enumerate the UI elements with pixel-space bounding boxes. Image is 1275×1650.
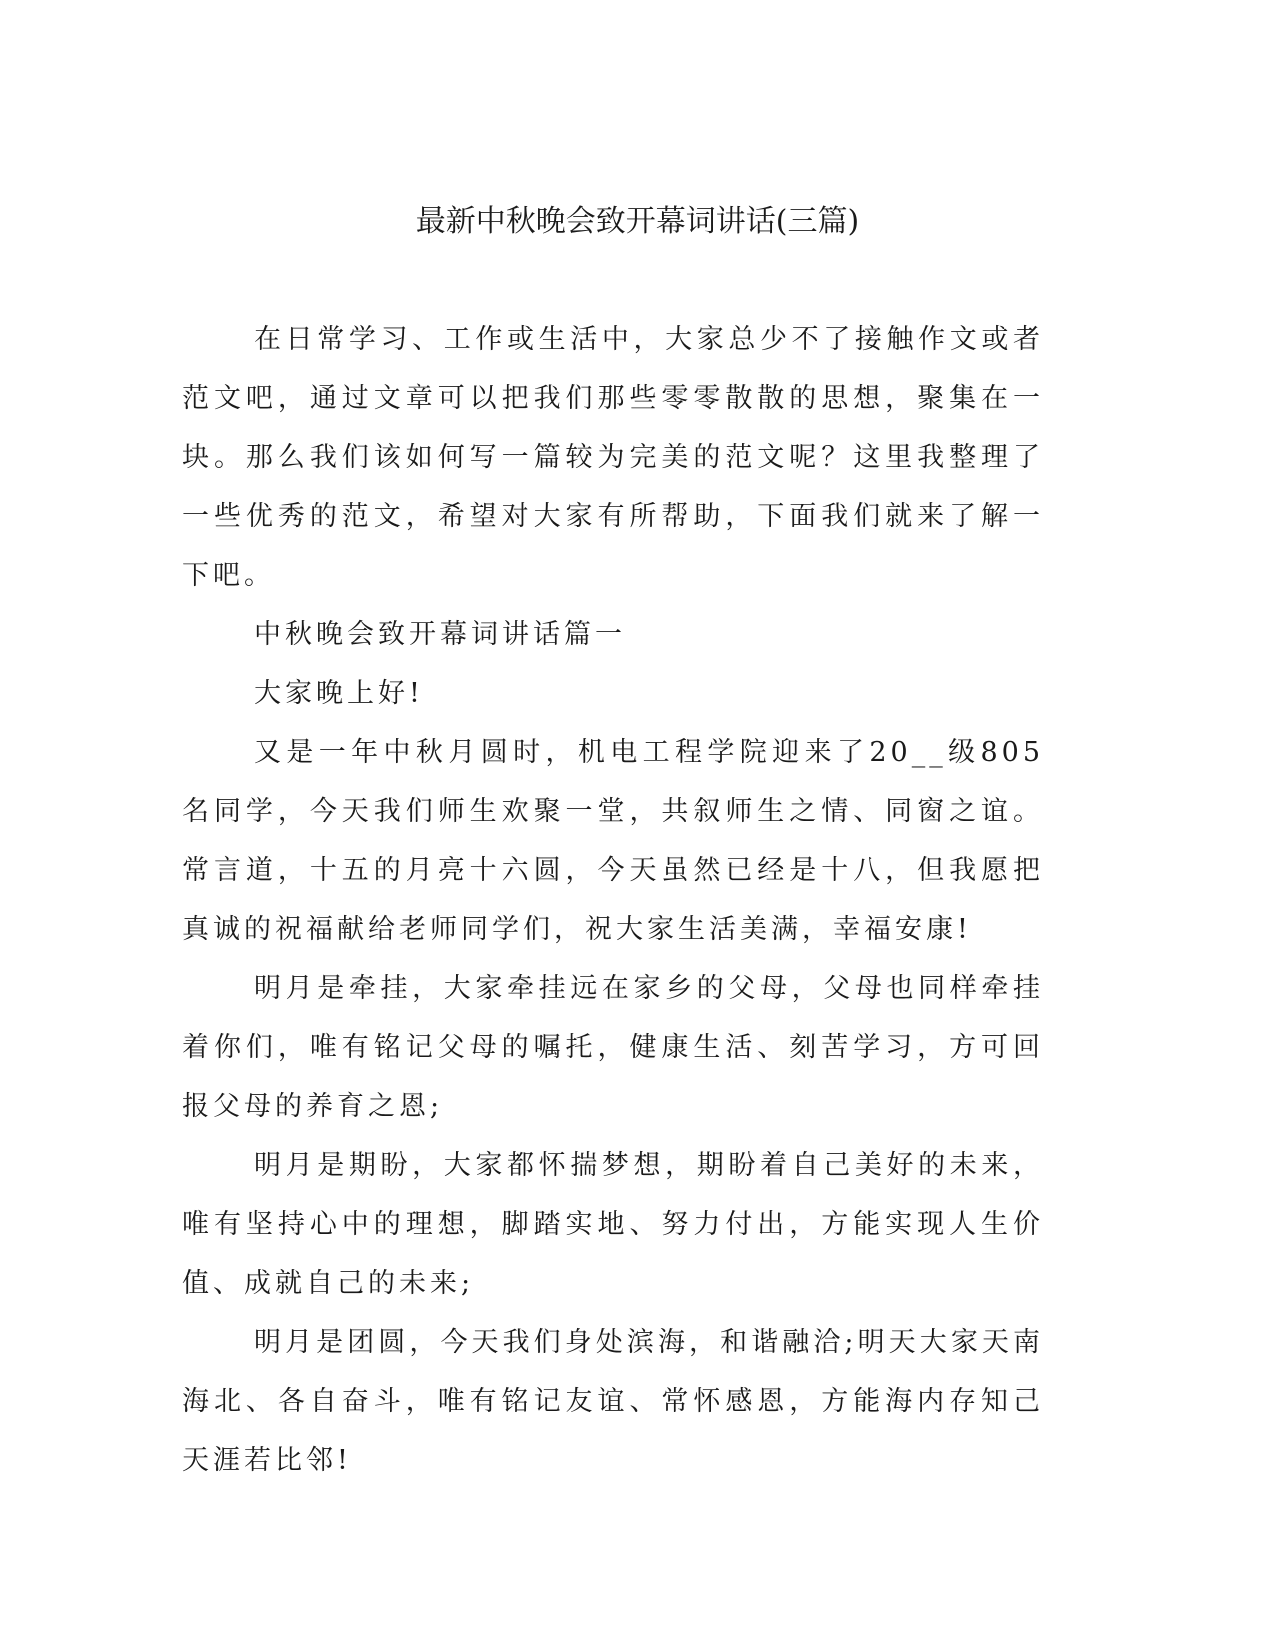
paragraph: 明月是期盼，大家都怀揣梦想，期盼着自己美好的未来，唯有坚持心中的理想，脚踏实地、努力付出，方能实现人生价值、成就自己的未来; xyxy=(182,1150,1044,1299)
section-heading: 中秋晚会致开幕词讲话篇一 xyxy=(254,619,626,650)
greeting: 大家晚上好! xyxy=(254,678,424,709)
document-body xyxy=(182,310,1044,1490)
paragraph: 明月是团圆，今天我们身处滨海，和谐融洽;明天大家天南海北、各自奋斗，唯有铭记友谊、常怀感恩，方能海内存知己天涯若比邻! xyxy=(182,1327,1044,1476)
document-title: 最新中秋晚会致开幕词讲话(三篇) xyxy=(415,204,860,239)
paragraph: 明月是牵挂，大家牵挂远在家乡的父母，父母也同样牵挂着你们，唯有铭记父母的嘱托，健康生活、刻苦学习，方可回报父母的养育之恩; xyxy=(182,973,1044,1122)
paragraph-intro: 在日常学习、工作或生活中，大家总少不了接触作文或者范文吧，通过文章可以把我们那些零零散散的思想，聚集在一块。那么我们该如何写一篇较为完美的范文呢？这里我整理了一些优秀的范文，希望对大家有所帮助，下面我们就来了解一下吧。 xyxy=(182,324,1044,591)
paragraph: 又是一年中秋月圆时，机电工程学院迎来了20__级805名同学，今天我们师生欢聚一堂，共叙师生之情、同窗之谊。常言道，十五的月亮十六圆，今天虽然已经是十八，但我愿把真诚的祝福献给老师同学们，祝大家生活美满，幸福安康! xyxy=(182,737,1044,945)
